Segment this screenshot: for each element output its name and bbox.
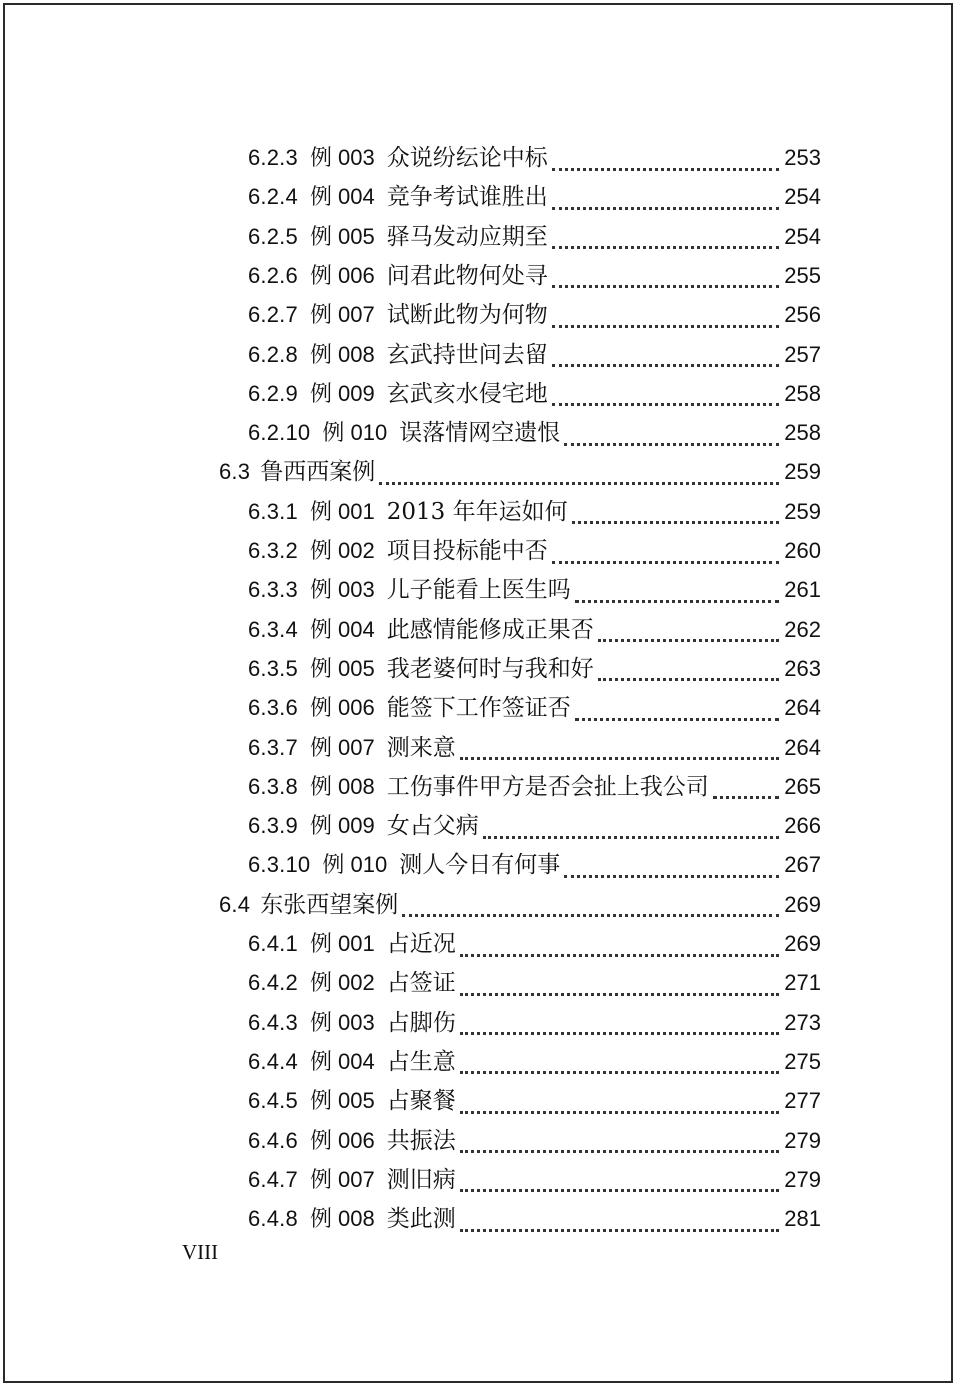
toc-entry-title: 试断此物为何物 — [386, 302, 548, 329]
toc-dot-leader — [460, 1103, 779, 1114]
toc-entry-number: 6.3.2 — [248, 538, 298, 563]
toc-entry-case-label: 例 008 — [309, 773, 375, 799]
toc-entry-page-number: 254 — [784, 223, 821, 249]
toc-entry-page-number: 281 — [784, 1206, 821, 1232]
toc-entry-page-number: 264 — [784, 734, 821, 760]
toc-entry-title: 众说纷纭论中标 — [386, 145, 548, 171]
toc-section-entry[interactable] — [219, 885, 821, 925]
toc-dot-leader — [460, 1063, 779, 1074]
toc-entry-title: 我老婆何时与我和好 — [386, 655, 594, 682]
toc-entry-number: 6.3.6 — [248, 695, 298, 721]
toc-entry-page-number: 279 — [784, 1127, 821, 1153]
toc-entry-title: 驿马发动应期至 — [386, 223, 548, 250]
toc-entry-page-number: 258 — [784, 420, 821, 446]
toc-subsection-entry[interactable] — [248, 688, 821, 728]
toc-entry-case-label: 例 006 — [309, 1127, 375, 1153]
toc-dot-leader — [460, 946, 779, 957]
toc-entry-title: 女占父病 — [386, 813, 479, 840]
toc-entry-page-number: 277 — [784, 1088, 821, 1114]
toc-entry-title: 测人今日有何事 — [399, 852, 561, 879]
toc-dot-leader — [460, 1142, 779, 1153]
toc-entry-page-number: 262 — [784, 616, 821, 642]
toc-entry-number: 6.4.3 — [248, 1009, 298, 1035]
toc-subsection-entry[interactable] — [248, 1003, 821, 1043]
toc-subsection-entry[interactable] — [248, 924, 821, 964]
toc-entry-page-number: 253 — [784, 145, 821, 170]
toc-subsection-entry[interactable] — [248, 295, 821, 335]
toc-entry-case-label: 例 005 — [309, 655, 375, 681]
toc-entry-page-number: 257 — [784, 341, 821, 367]
toc-entry-page-number: 258 — [784, 380, 821, 406]
toc-subsection-entry[interactable] — [248, 1081, 821, 1121]
toc-entry-title: 鲁西西案例 — [260, 459, 376, 486]
toc-entry-page-number: 271 — [784, 970, 821, 996]
toc-dot-leader — [552, 356, 779, 367]
toc-entry-title: 测旧病 — [386, 1166, 456, 1193]
toc-entry-number: 6.3.3 — [248, 577, 298, 603]
toc-entry-page-number: 259 — [784, 498, 821, 524]
toc-entry-title: 占近况 — [386, 931, 456, 957]
toc-subsection-entry[interactable] — [248, 1121, 821, 1161]
toc-entry-case-label: 例 001 — [309, 498, 375, 524]
toc-entry-page-number: 267 — [784, 852, 821, 878]
toc-subsection-entry[interactable] — [248, 570, 821, 610]
toc-subsection-entry[interactable] — [248, 413, 821, 453]
toc-entry-title: 此感情能修成正果否 — [386, 616, 594, 643]
toc-dot-leader — [552, 395, 779, 406]
toc-entry-page-number: 254 — [784, 184, 821, 210]
toc-dot-leader — [713, 788, 779, 799]
toc-entry-page-number: 256 — [784, 302, 821, 328]
toc-entry-case-label: 例 004 — [309, 616, 375, 642]
toc-dot-leader — [460, 749, 779, 760]
toc-dot-leader — [460, 1221, 779, 1232]
toc-entry-number: 6.4 — [219, 891, 251, 917]
toc-entry-case-label: 例 007 — [309, 302, 375, 328]
toc-dot-leader — [552, 199, 779, 210]
toc-entry-case-label: 例 008 — [309, 341, 375, 367]
toc-entry-title: 占聚餐 — [386, 1088, 456, 1115]
toc-entry-case-label: 例 004 — [309, 1048, 375, 1074]
toc-subsection-entry[interactable] — [248, 806, 821, 846]
toc-entry-page-number: 255 — [784, 262, 821, 288]
toc-entry-title: 共振法 — [386, 1127, 456, 1154]
toc-subsection-entry[interactable] — [248, 374, 821, 414]
toc-section-entry[interactable] — [219, 452, 821, 492]
toc-entry-number: 6.2.4 — [248, 184, 298, 210]
toc-entry-title: 误落情网空遗恨 — [399, 420, 561, 447]
toc-entry-page-number: 264 — [784, 695, 821, 721]
toc-entry-page-number: 261 — [784, 577, 821, 603]
toc-entry-number: 6.3.10 — [248, 852, 311, 878]
toc-entry-title: 东张西望案例 — [260, 891, 399, 918]
toc-entry-title: 2013 年年运如何 — [386, 498, 568, 525]
toc-entry-case-label: 例 003 — [309, 577, 375, 603]
toc-dot-leader — [552, 277, 779, 288]
toc-entry-number: 6.4.6 — [248, 1127, 298, 1153]
toc-entry-case-label: 例 005 — [309, 223, 375, 249]
toc-dot-leader — [379, 474, 779, 485]
toc-dot-leader — [460, 985, 779, 996]
toc-dot-leader — [552, 238, 779, 249]
toc-subsection-entry[interactable] — [248, 256, 821, 296]
toc-entry-case-label: 例 003 — [309, 1009, 375, 1035]
toc-entry-title: 问君此物何处寻 — [386, 262, 548, 289]
toc-entry-number: 6.3.1 — [248, 498, 298, 524]
toc-entry-page-number: 273 — [784, 1009, 821, 1035]
toc-entry-number: 6.2.3 — [248, 145, 298, 170]
toc-entry-number: 6.2.6 — [248, 262, 298, 288]
toc-entry-page-number: 260 — [784, 538, 821, 563]
toc-dot-leader — [402, 906, 779, 917]
toc-subsection-entry[interactable] — [248, 767, 821, 807]
toc-entry-title: 占签证 — [386, 970, 456, 997]
toc-entry-number: 6.2.7 — [248, 302, 298, 328]
toc-entry-case-label: 例 010 — [322, 420, 388, 446]
toc-entry-title: 玄武持世问去留 — [386, 341, 548, 368]
toc-entry-page-number: 265 — [784, 773, 821, 799]
toc-entry-page-number: 275 — [784, 1048, 821, 1074]
toc-entry-number: 6.3.9 — [248, 813, 298, 839]
toc-entry-title: 工伤事件甲方是否会扯上我公司 — [386, 773, 709, 800]
toc-entry-title: 占生意 — [386, 1048, 456, 1075]
toc-entry-number: 6.4.7 — [248, 1166, 298, 1192]
toc-entry-number: 6.4.1 — [248, 931, 298, 956]
toc-dot-leader — [483, 828, 779, 839]
toc-dot-leader — [552, 553, 779, 564]
toc-entry-number: 6.3.7 — [248, 734, 298, 760]
toc-entry-case-label: 例 002 — [309, 538, 375, 563]
toc-entry-case-label: 例 009 — [309, 813, 375, 839]
toc-subsection-entry[interactable] — [248, 531, 821, 571]
toc-entry-case-label: 例 005 — [309, 1088, 375, 1114]
toc-entry-title: 占脚伤 — [386, 1009, 456, 1036]
toc-entry-case-label: 例 006 — [309, 262, 375, 288]
toc-subsection-entry[interactable] — [248, 1042, 821, 1082]
toc-subsection-entry[interactable] — [248, 649, 821, 689]
toc-entry-case-label: 例 007 — [309, 734, 375, 760]
page-number-folio: VIII — [182, 1240, 219, 1264]
toc-entry-case-label: 例 002 — [309, 970, 375, 996]
toc-subsection-entry[interactable] — [248, 177, 821, 217]
toc-entry-title: 能签下工作签证否 — [386, 695, 571, 722]
toc-dot-leader — [564, 867, 779, 878]
toc-subsection-entry[interactable] — [248, 492, 821, 532]
toc-dot-leader — [460, 1024, 779, 1035]
toc-entry-number: 6.4.4 — [248, 1048, 298, 1074]
toc-entry-page-number: 269 — [784, 931, 821, 956]
toc-entry-case-label: 例 008 — [309, 1206, 375, 1232]
toc-dot-leader — [575, 710, 779, 721]
toc-subsection-entry[interactable] — [248, 217, 821, 257]
toc-entry-case-label: 例 003 — [309, 145, 375, 170]
toc-entry-case-label: 例 009 — [309, 380, 375, 406]
toc-subsection-entry[interactable] — [248, 728, 821, 768]
toc-entry-number: 6.4.2 — [248, 970, 298, 996]
toc-entry-page-number: 263 — [784, 655, 821, 681]
toc-dot-leader — [552, 317, 779, 328]
toc-dot-leader — [572, 513, 779, 524]
toc-subsection-entry[interactable] — [248, 138, 821, 178]
toc-subsection-entry[interactable] — [248, 335, 821, 375]
toc-subsection-entry[interactable] — [248, 1160, 821, 1200]
toc-dot-leader — [598, 670, 779, 681]
toc-dot-leader — [598, 631, 779, 642]
toc-dot-leader — [575, 592, 779, 603]
toc-entry-page-number: 269 — [784, 891, 821, 917]
toc-subsection-entry[interactable] — [248, 845, 821, 885]
toc-entry-title: 玄武亥水侵宅地 — [386, 380, 548, 407]
toc-entry-number: 6.4.5 — [248, 1088, 298, 1114]
toc-entry-title: 项目投标能中否 — [386, 538, 548, 564]
toc-subsection-entry[interactable] — [248, 610, 821, 650]
toc-entry-number: 6.2.8 — [248, 341, 298, 367]
toc-dot-leader — [564, 435, 779, 446]
toc-subsection-entry[interactable] — [248, 963, 821, 1003]
toc-entry-case-label: 例 007 — [309, 1166, 375, 1192]
toc-subsection-entry[interactable] — [248, 1199, 821, 1239]
toc-entry-title: 儿子能看上医生吗 — [386, 577, 571, 604]
toc-entry-number: 6.4.8 — [248, 1206, 298, 1232]
toc-dot-leader — [552, 160, 779, 171]
toc-dot-leader — [460, 1181, 779, 1192]
toc-entry-title: 竞争考试谁胜出 — [386, 184, 548, 211]
toc-entry-case-label: 例 004 — [309, 184, 375, 210]
toc-entry-case-label: 例 010 — [322, 852, 388, 878]
toc-entry-title: 类此测 — [386, 1206, 456, 1233]
toc-entry-number: 6.3.4 — [248, 616, 298, 642]
toc-entry-case-label: 例 001 — [309, 931, 375, 956]
toc-entry-number: 6.2.9 — [248, 380, 298, 406]
toc-entry-title: 测来意 — [386, 734, 456, 761]
toc-entry-page-number: 266 — [784, 813, 821, 839]
toc-entry-number: 6.3.5 — [248, 655, 298, 681]
toc-entry-case-label: 例 006 — [309, 695, 375, 721]
toc-entry-number: 6.3.8 — [248, 773, 298, 799]
toc-entry-number: 6.2.5 — [248, 223, 298, 249]
toc-entry-page-number: 279 — [784, 1166, 821, 1192]
toc-entry-page-number: 259 — [784, 459, 821, 485]
toc-entry-number: 6.3 — [219, 459, 251, 485]
toc-entry-number: 6.2.10 — [248, 420, 311, 446]
